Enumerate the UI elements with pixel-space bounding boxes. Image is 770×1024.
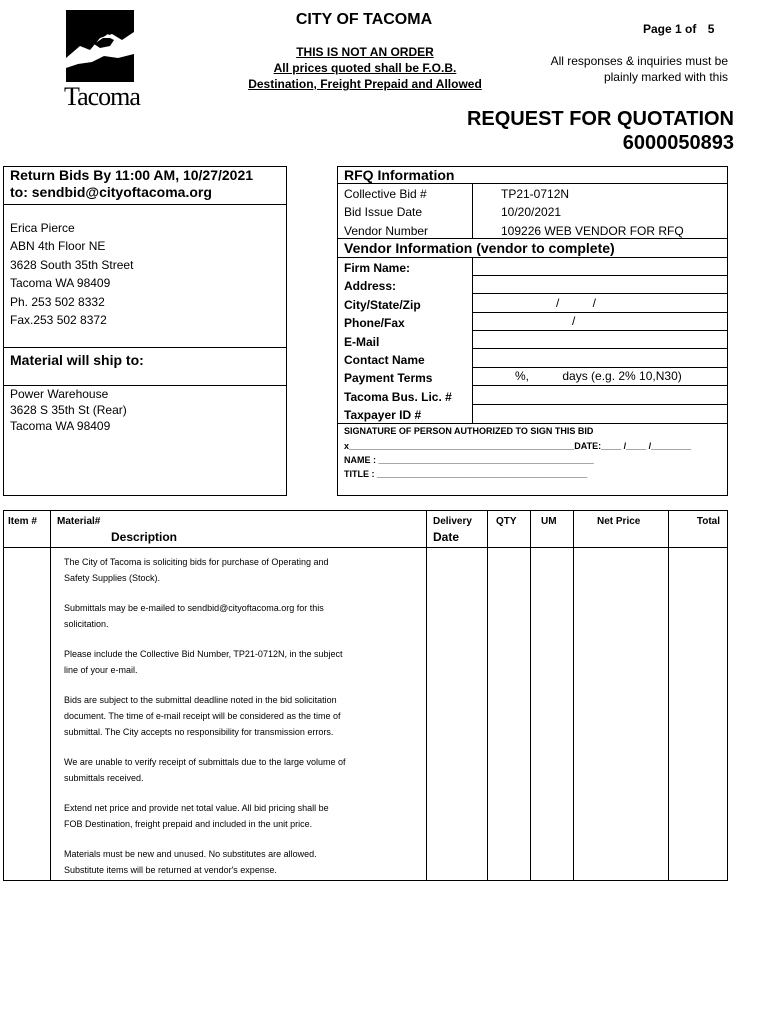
signature-line[interactable]: x_____________________________________________DATE:____ /____ /________	[344, 441, 692, 451]
return-bids-box	[3, 166, 287, 496]
rfq-label-issue-date: Bid Issue Date	[344, 205, 423, 220]
inquiries-line-1: All responses & inquiries must be	[550, 54, 728, 68]
col-um-header: UM	[541, 516, 557, 527]
firm-name-field[interactable]	[473, 258, 728, 275]
label-bus-lic: Tacoma Bus. Lic. #	[344, 389, 452, 404]
name-line[interactable]: NAME : ___________________________________________	[344, 455, 594, 465]
label-firm-name: Firm Name:	[344, 261, 411, 275]
description-paragraph: Please include the Collective Bid Number, TP21-0712N, in the subject line of your e-mail.	[64, 649, 343, 675]
fob-line-2: Destination, Freight Prepaid and Allowed	[248, 77, 482, 91]
vendor-labels	[344, 259, 452, 425]
description-paragraph: Extend net price and provide net total value. All bid pricing shall be FOB Destination, freight prepaid and included in the unit price.	[64, 803, 329, 829]
rfq-values	[501, 185, 684, 240]
payment-terms-hint: %, days (e.g. 2% 10,N30)	[515, 369, 682, 383]
ship-line: 3628 S 35th St (Rear)	[10, 403, 127, 417]
rfq-info-heading: RFQ Information	[344, 167, 455, 183]
rfq-value-vendor-number: 109226 WEB VENDOR FOR RFQ	[501, 223, 684, 238]
page-total: 5	[707, 22, 715, 36]
label-taxpayer-id: Taxpayer ID #	[344, 408, 422, 423]
contact-line: Ph. 253 502 8332	[10, 294, 105, 309]
col-qty-header: QTY	[496, 516, 517, 527]
col-item-header: Item #	[8, 516, 37, 527]
payment-terms-field[interactable]	[473, 368, 728, 385]
rfq-label-collective-bid: Collective Bid #	[344, 187, 427, 201]
ship-to-address	[10, 386, 127, 434]
rfq-labels	[344, 185, 428, 240]
page-indicator	[643, 22, 733, 36]
label-phone-fax: Phone/Fax	[344, 316, 405, 331]
description-paragraph: Materials must be new and unused. No substitutes are allowed. Substitute items will be returned at vendor's expense.	[64, 849, 317, 875]
col-delivery-header: Delivery	[433, 516, 472, 527]
contact-line: Tacoma WA 98409	[10, 276, 111, 291]
label-payment-terms: Payment Terms	[344, 371, 433, 386]
description-body	[64, 554, 345, 878]
bus-lic-field[interactable]	[473, 386, 728, 404]
col-net-price-header: Net Price	[597, 516, 641, 527]
not-an-order-notice: THIS IS NOT AN ORDER	[296, 45, 434, 59]
signature-heading: SIGNATURE OF PERSON AUTHORIZED TO SIGN THIS BID	[344, 426, 594, 436]
vendor-info-heading: Vendor Information (vendor to complete)	[344, 240, 615, 256]
contact-line: ABN 4th Floor NE	[10, 239, 106, 254]
logo-wordmark: Tacoma	[64, 82, 140, 111]
rfq-value-collective-bid: TP21-0712N	[501, 187, 570, 201]
org-name: CITY OF TACOMA	[295, 11, 433, 28]
ship-line: Tacoma WA 98409	[10, 419, 111, 433]
description-paragraph: We are unable to verify receipt of submittals due to the large volume of submittals received.	[64, 757, 346, 783]
ship-line: Power Warehouse	[10, 387, 109, 401]
taxpayer-id-field[interactable]	[473, 405, 728, 422]
description-paragraph: The City of Tacoma is soliciting bids for purchase of Operating and Safety Supplies (Stock).	[64, 557, 329, 583]
rfq-number: 6000050893	[622, 132, 734, 154]
return-bids-deadline: Return Bids By 11:00 AM, 10/27/2021	[10, 167, 254, 183]
city-logo	[64, 10, 140, 112]
fob-line-1: All prices quoted shall be F.O.B.	[273, 61, 457, 75]
return-bids-email: to: sendbid@cityoftacoma.org	[10, 184, 212, 200]
email-field[interactable]	[473, 331, 728, 348]
ship-to-heading: Material will ship to:	[10, 352, 144, 368]
label-email: E-Mail	[344, 334, 380, 349]
col-material-header: Material#	[57, 516, 101, 527]
address-field[interactable]	[473, 276, 728, 293]
buyer-contact	[10, 219, 133, 329]
label-contact-name: Contact Name	[344, 353, 425, 368]
col-total-header: Total	[696, 516, 720, 527]
rfq-value-issue-date: 10/20/2021	[501, 205, 562, 220]
phone-fax-separator: /	[572, 314, 576, 328]
title-line[interactable]: TITLE : __________________________________________	[344, 469, 588, 479]
label-address: Address:	[344, 279, 397, 294]
city-state-zip-field[interactable]	[473, 294, 728, 312]
contact-line: Erica Pierce	[10, 221, 75, 235]
contact-line: 3628 South 35th Street	[10, 257, 134, 272]
col-date-header: Date	[433, 530, 460, 544]
label-city-state-zip: City/State/Zip	[344, 297, 421, 312]
rfq-label-vendor-number: Vendor Number	[344, 223, 429, 238]
col-description-header: Description	[111, 530, 178, 544]
description-paragraph: Bids are subject to the submittal deadline noted in the bid solicitation document. The time of e-mail receipt will be considered as the time of submittal. The City accepts no responsibility for transmission errors.	[64, 695, 341, 737]
contact-line: Fax.253 502 8372	[10, 313, 107, 328]
city-state-zip-separators: / /	[556, 296, 597, 310]
contact-name-field[interactable]	[473, 349, 728, 367]
page-label: Page 1 of	[643, 22, 697, 36]
inquiries-line-2: plainly marked with this	[603, 70, 728, 84]
description-paragraph: Submittals may be e-mailed to sendbid@cityoftacoma.org for this solicitation.	[64, 603, 324, 629]
phone-fax-field[interactable]	[473, 313, 728, 330]
doc-title: REQUEST FOR QUOTATION	[466, 108, 734, 130]
